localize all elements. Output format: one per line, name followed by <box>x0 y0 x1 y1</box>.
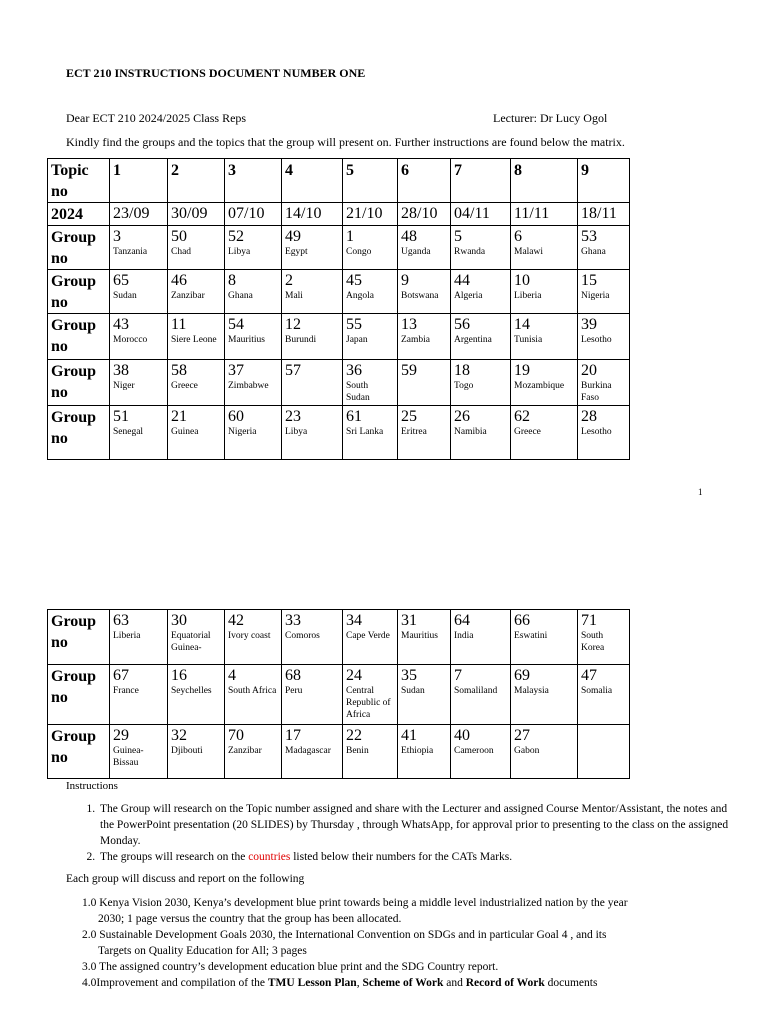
group-number: 6 <box>514 228 522 245</box>
group-cell <box>168 725 225 779</box>
country-name: South Africa <box>228 686 277 696</box>
country-name: Angola <box>346 291 374 301</box>
country-name: Togo <box>454 381 474 391</box>
group-number: 70 <box>228 727 244 744</box>
group-number: 53 <box>581 228 597 245</box>
section-2: 2.0 Sustainable Development Goals 2030, the International Convention on SDGs and in particular Goal 4 , and its Targets on Quality Education for All; 3 pages <box>82 929 607 957</box>
country-name: Lesotho <box>581 427 612 437</box>
country-name: Namibia <box>454 427 487 437</box>
group-label-cell: Group no <box>48 610 110 665</box>
group-number: 68 <box>285 667 301 684</box>
group-number: 4 <box>228 667 236 684</box>
group-number: 5 <box>454 228 462 245</box>
year-label-cell: 2024 <box>48 203 110 226</box>
group-cell <box>578 725 630 779</box>
group-number: 46 <box>171 272 187 289</box>
country-name: South Korea <box>581 631 605 653</box>
country-name: Botswana <box>401 291 439 301</box>
date-cell: 23/09 <box>110 203 168 226</box>
group-number: 18 <box>454 362 470 379</box>
date-cell: 11/11 <box>511 203 578 226</box>
group-cell <box>110 226 168 270</box>
instruction-item: 1. The Group will research on the Topic number assigned and share with the Lecturer and assigned Course Mentor/Assistant, the notes and the PowerPoint presentation (20 SLIDES) by Thursday , through WhatsApp, for approval prior to presenting to the class on the assigned Monday. <box>98 801 738 849</box>
country-name: Eswatini <box>514 631 548 641</box>
group-label-cell: Group no <box>48 226 110 270</box>
country-name: Liberia <box>113 631 141 641</box>
group-label-cell: Group no <box>48 270 110 314</box>
group-number: 29 <box>113 727 129 744</box>
group-matrix-table <box>47 158 630 460</box>
group-number: 24 <box>346 667 362 684</box>
group-cell <box>110 610 168 665</box>
group-number: 25 <box>401 408 417 425</box>
topic-number-cell: 8 <box>511 159 578 203</box>
group-cell <box>578 360 630 406</box>
country-name: Sudan <box>401 686 425 696</box>
group-cell <box>282 270 343 314</box>
group-cell <box>398 406 451 460</box>
group-label-cell: Group no <box>48 406 110 460</box>
group-cell <box>578 665 630 725</box>
group-number: 69 <box>514 667 530 684</box>
group-number: 55 <box>346 316 362 333</box>
country-name: Malaysia <box>514 686 549 696</box>
intro-text: Kindly find the groups and the topics that the group will present on. Further instructions are found below the matrix. <box>66 135 625 149</box>
group-number: 51 <box>113 408 129 425</box>
group-cell <box>451 665 511 725</box>
group-cell <box>578 610 630 665</box>
group-number: 57 <box>285 362 301 379</box>
country-name: Somaliland <box>454 686 498 696</box>
group-row <box>48 610 630 665</box>
country-name: Ghana <box>581 247 606 257</box>
group-number: 32 <box>171 727 187 744</box>
group-number: 64 <box>454 612 470 629</box>
group-cell <box>398 226 451 270</box>
group-cell <box>398 314 451 360</box>
country-name: Gabon <box>514 746 540 756</box>
salutation: Dear ECT 210 2024/2025 Class Reps <box>66 111 247 125</box>
country-name: Greece <box>514 427 541 437</box>
country-name: Guinea <box>171 427 199 437</box>
group-number: 38 <box>113 362 129 379</box>
country-name: Mozambique <box>514 381 565 391</box>
group-cell <box>343 665 398 725</box>
group-matrix-table-continued <box>47 609 630 779</box>
group-number: 31 <box>401 612 417 629</box>
group-number: 17 <box>285 727 301 744</box>
group-number: 21 <box>171 408 187 425</box>
group-cell <box>110 360 168 406</box>
group-cell <box>511 406 578 460</box>
country-name: Somalia <box>581 686 613 696</box>
country-name: Lesotho <box>581 335 612 345</box>
group-number: 37 <box>228 362 244 379</box>
country-name: Zimbabwe <box>228 381 269 391</box>
group-number: 3 <box>113 228 121 245</box>
group-cell <box>451 610 511 665</box>
country-name: Libya <box>228 247 251 257</box>
instructions-heading: Instructions <box>66 780 118 792</box>
group-row <box>48 314 630 360</box>
group-number: 19 <box>514 362 530 379</box>
group-number: 49 <box>285 228 301 245</box>
group-cell <box>511 665 578 725</box>
group-number: 63 <box>113 612 129 629</box>
group-number: 56 <box>454 316 470 333</box>
country-name: Nigeria <box>581 291 610 301</box>
group-cell <box>343 610 398 665</box>
date-cell: 18/11 <box>578 203 630 226</box>
group-cell <box>451 270 511 314</box>
date-cell: 04/11 <box>451 203 511 226</box>
group-cell <box>451 314 511 360</box>
group-cell <box>398 725 451 779</box>
lecturer-name: Lecturer: Dr Lucy Ogol <box>493 111 608 125</box>
country-name: Mali <box>285 291 303 301</box>
country-name: Niger <box>113 381 135 391</box>
group-row <box>48 406 630 460</box>
group-number: 36 <box>346 362 362 379</box>
group-number: 30 <box>171 612 187 629</box>
group-number: 54 <box>228 316 244 333</box>
country-name: Seychelles <box>171 686 212 696</box>
group-cell <box>168 270 225 314</box>
group-cell <box>343 725 398 779</box>
country-name: Mauritius <box>228 335 265 345</box>
country-name: Madagascar <box>285 746 331 756</box>
country-name: Malawi <box>514 247 544 257</box>
group-number: 8 <box>228 272 236 289</box>
group-cell <box>282 314 343 360</box>
group-number: 13 <box>401 316 417 333</box>
group-cell <box>511 610 578 665</box>
group-number: 11 <box>171 316 187 333</box>
instruction-item: 2. The groups will research on the countries listed below their numbers for the CATs Marks. <box>98 849 738 865</box>
group-number: 16 <box>171 667 187 684</box>
topic-number-cell: 3 <box>225 159 282 203</box>
group-number: 35 <box>401 667 417 684</box>
group-cell <box>511 226 578 270</box>
group-cell <box>168 610 225 665</box>
group-number: 71 <box>581 612 597 629</box>
country-name: Burundi <box>285 335 317 345</box>
date-cell: 28/10 <box>398 203 451 226</box>
country-name: Congo <box>346 247 372 257</box>
group-row <box>48 725 630 779</box>
topic-label-cell: Topic no <box>48 159 110 203</box>
topic-number-cell: 9 <box>578 159 630 203</box>
group-number: 50 <box>171 228 187 245</box>
country-name: South Sudan <box>346 381 370 403</box>
topic-number-cell: 5 <box>343 159 398 203</box>
group-cell <box>282 610 343 665</box>
country-name: Zanzibar <box>171 291 205 301</box>
group-number: 20 <box>581 362 597 379</box>
group-cell <box>398 665 451 725</box>
country-name: Eritrea <box>401 427 427 437</box>
country-name: Siere Leone <box>171 335 217 345</box>
group-cell <box>282 360 343 406</box>
group-number: 65 <box>113 272 129 289</box>
group-cell <box>343 270 398 314</box>
group-cell <box>511 314 578 360</box>
group-cell <box>168 665 225 725</box>
group-number: 48 <box>401 228 417 245</box>
country-name: Equatorial Guinea- <box>171 631 211 653</box>
topic-number-cell: 2 <box>168 159 225 203</box>
country-name: Sri Lanka <box>346 427 384 437</box>
group-cell <box>110 314 168 360</box>
topic-number-cell: 7 <box>451 159 511 203</box>
group-label-cell: Group no <box>48 725 110 779</box>
group-cell <box>110 406 168 460</box>
group-cell <box>110 725 168 779</box>
section-1: 1.0 Kenya Vision 2030, Kenya’s development blue print towards being a middle level industrialized nation by the year 2030; 1 page versus the country that the group has been allocated. <box>82 897 628 925</box>
countries-highlight: countries <box>248 851 291 863</box>
page-number: 1 <box>698 487 703 497</box>
group-cell <box>578 270 630 314</box>
group-cell <box>225 226 282 270</box>
group-number: 2 <box>285 272 293 289</box>
group-cell <box>225 610 282 665</box>
country-name: Zambia <box>401 335 431 345</box>
group-cell <box>168 406 225 460</box>
group-number: 28 <box>581 408 597 425</box>
group-cell <box>168 226 225 270</box>
group-cell <box>451 226 511 270</box>
country-name: Greece <box>171 381 198 391</box>
country-name: Egypt <box>285 247 308 257</box>
group-cell <box>282 226 343 270</box>
group-number: 9 <box>401 272 409 289</box>
topic-number-cell: 1 <box>110 159 168 203</box>
country-name: Ghana <box>228 291 253 301</box>
group-number: 66 <box>514 612 530 629</box>
document-title: ECT 210 INSTRUCTIONS DOCUMENT NUMBER ONE <box>66 66 366 80</box>
group-number: 47 <box>581 667 597 684</box>
country-name: Benin <box>346 746 369 756</box>
group-cell <box>343 406 398 460</box>
group-label-cell: Group no <box>48 314 110 360</box>
group-number: 67 <box>113 667 129 684</box>
country-name: Morocco <box>113 335 148 345</box>
group-number: 42 <box>228 612 244 629</box>
section-3: 3.0 The assigned country’s development education blue print and the SDG Country report. <box>82 961 499 973</box>
country-name: Ethiopia <box>401 746 434 756</box>
group-cell <box>282 665 343 725</box>
group-cell <box>282 406 343 460</box>
group-cell <box>451 725 511 779</box>
group-cell <box>578 314 630 360</box>
group-number: 22 <box>346 727 362 744</box>
country-name: Zanzibar <box>228 746 262 756</box>
country-name: Cameroon <box>454 746 494 756</box>
group-cell <box>398 610 451 665</box>
country-name: Chad <box>171 247 192 257</box>
country-name: Rwanda <box>454 247 486 257</box>
country-name: Mauritius <box>401 631 438 641</box>
group-cell <box>110 665 168 725</box>
group-number: 39 <box>581 316 597 333</box>
group-cell <box>511 360 578 406</box>
country-name: Djibouti <box>171 746 203 756</box>
country-name: Tunisia <box>514 335 543 345</box>
country-name: Libya <box>285 427 308 437</box>
section-4: 4.0Improvement and compilation of the TMU Lesson Plan, Scheme of Work and Record of Work documents <box>82 977 598 989</box>
country-name: Liberia <box>514 291 542 301</box>
group-cell <box>343 314 398 360</box>
date-cell: 30/09 <box>168 203 225 226</box>
group-cell <box>451 360 511 406</box>
group-cell <box>511 725 578 779</box>
group-number: 45 <box>346 272 362 289</box>
country-name: Senegal <box>113 427 144 437</box>
country-name: Sudan <box>113 291 137 301</box>
country-name: India <box>454 631 474 641</box>
group-row <box>48 270 630 314</box>
country-name: Uganda <box>401 247 431 257</box>
group-number: 41 <box>401 727 417 744</box>
group-cell <box>578 406 630 460</box>
group-row <box>48 665 630 725</box>
group-cell <box>225 665 282 725</box>
group-cell <box>511 270 578 314</box>
group-number: 23 <box>285 408 301 425</box>
country-name: Japan <box>346 335 368 345</box>
country-name: Peru <box>285 686 303 696</box>
date-cell: 21/10 <box>343 203 398 226</box>
topic-number-cell: 4 <box>282 159 343 203</box>
group-cell <box>168 314 225 360</box>
country-name: Cape Verde <box>346 631 390 641</box>
country-name: Ivory coast <box>228 631 271 641</box>
group-number: 15 <box>581 272 597 289</box>
group-cell <box>578 226 630 270</box>
country-name: Argentina <box>454 335 492 345</box>
group-cell <box>225 270 282 314</box>
group-cell <box>110 270 168 314</box>
group-number: 27 <box>514 727 530 744</box>
topic-row <box>48 159 630 203</box>
country-name: Central Republic of Africa <box>346 686 391 720</box>
country-name: Nigeria <box>228 427 257 437</box>
group-cell <box>398 360 451 406</box>
date-cell: 14/10 <box>282 203 343 226</box>
group-label-cell: Group no <box>48 360 110 406</box>
group-number: 61 <box>346 408 362 425</box>
each-group-text: Each group will discuss and report on the following <box>66 873 305 885</box>
group-number: 43 <box>113 316 129 333</box>
group-number: 59 <box>401 362 417 379</box>
group-number: 34 <box>346 612 362 629</box>
country-name: Algeria <box>454 291 483 301</box>
group-number: 60 <box>228 408 244 425</box>
topic-number-cell: 6 <box>398 159 451 203</box>
group-cell <box>343 226 398 270</box>
group-number: 33 <box>285 612 301 629</box>
group-cell <box>398 270 451 314</box>
country-name: Burkina Faso <box>581 381 612 403</box>
group-number: 58 <box>171 362 187 379</box>
group-number: 12 <box>285 316 301 333</box>
group-number: 26 <box>454 408 470 425</box>
group-cell <box>168 360 225 406</box>
group-cell <box>451 406 511 460</box>
country-name: Tanzania <box>113 247 148 257</box>
group-row <box>48 226 630 270</box>
group-number: 52 <box>228 228 244 245</box>
date-row <box>48 203 630 226</box>
group-number: 1 <box>346 228 354 245</box>
group-cell <box>225 725 282 779</box>
country-name: Guinea-Bissau <box>113 746 144 768</box>
group-cell <box>343 360 398 406</box>
group-number: 44 <box>454 272 470 289</box>
country-name: Comoros <box>285 631 320 641</box>
group-number: 40 <box>454 727 470 744</box>
date-cell: 07/10 <box>225 203 282 226</box>
group-number: 10 <box>514 272 530 289</box>
group-cell <box>225 360 282 406</box>
country-name: France <box>113 686 139 696</box>
group-cell <box>282 725 343 779</box>
instructions-list <box>66 801 738 865</box>
group-label-cell: Group no <box>48 665 110 725</box>
group-number: 14 <box>514 316 530 333</box>
group-row <box>48 360 630 406</box>
group-cell <box>225 314 282 360</box>
group-number: 62 <box>514 408 530 425</box>
group-number: 7 <box>454 667 462 684</box>
group-cell <box>225 406 282 460</box>
